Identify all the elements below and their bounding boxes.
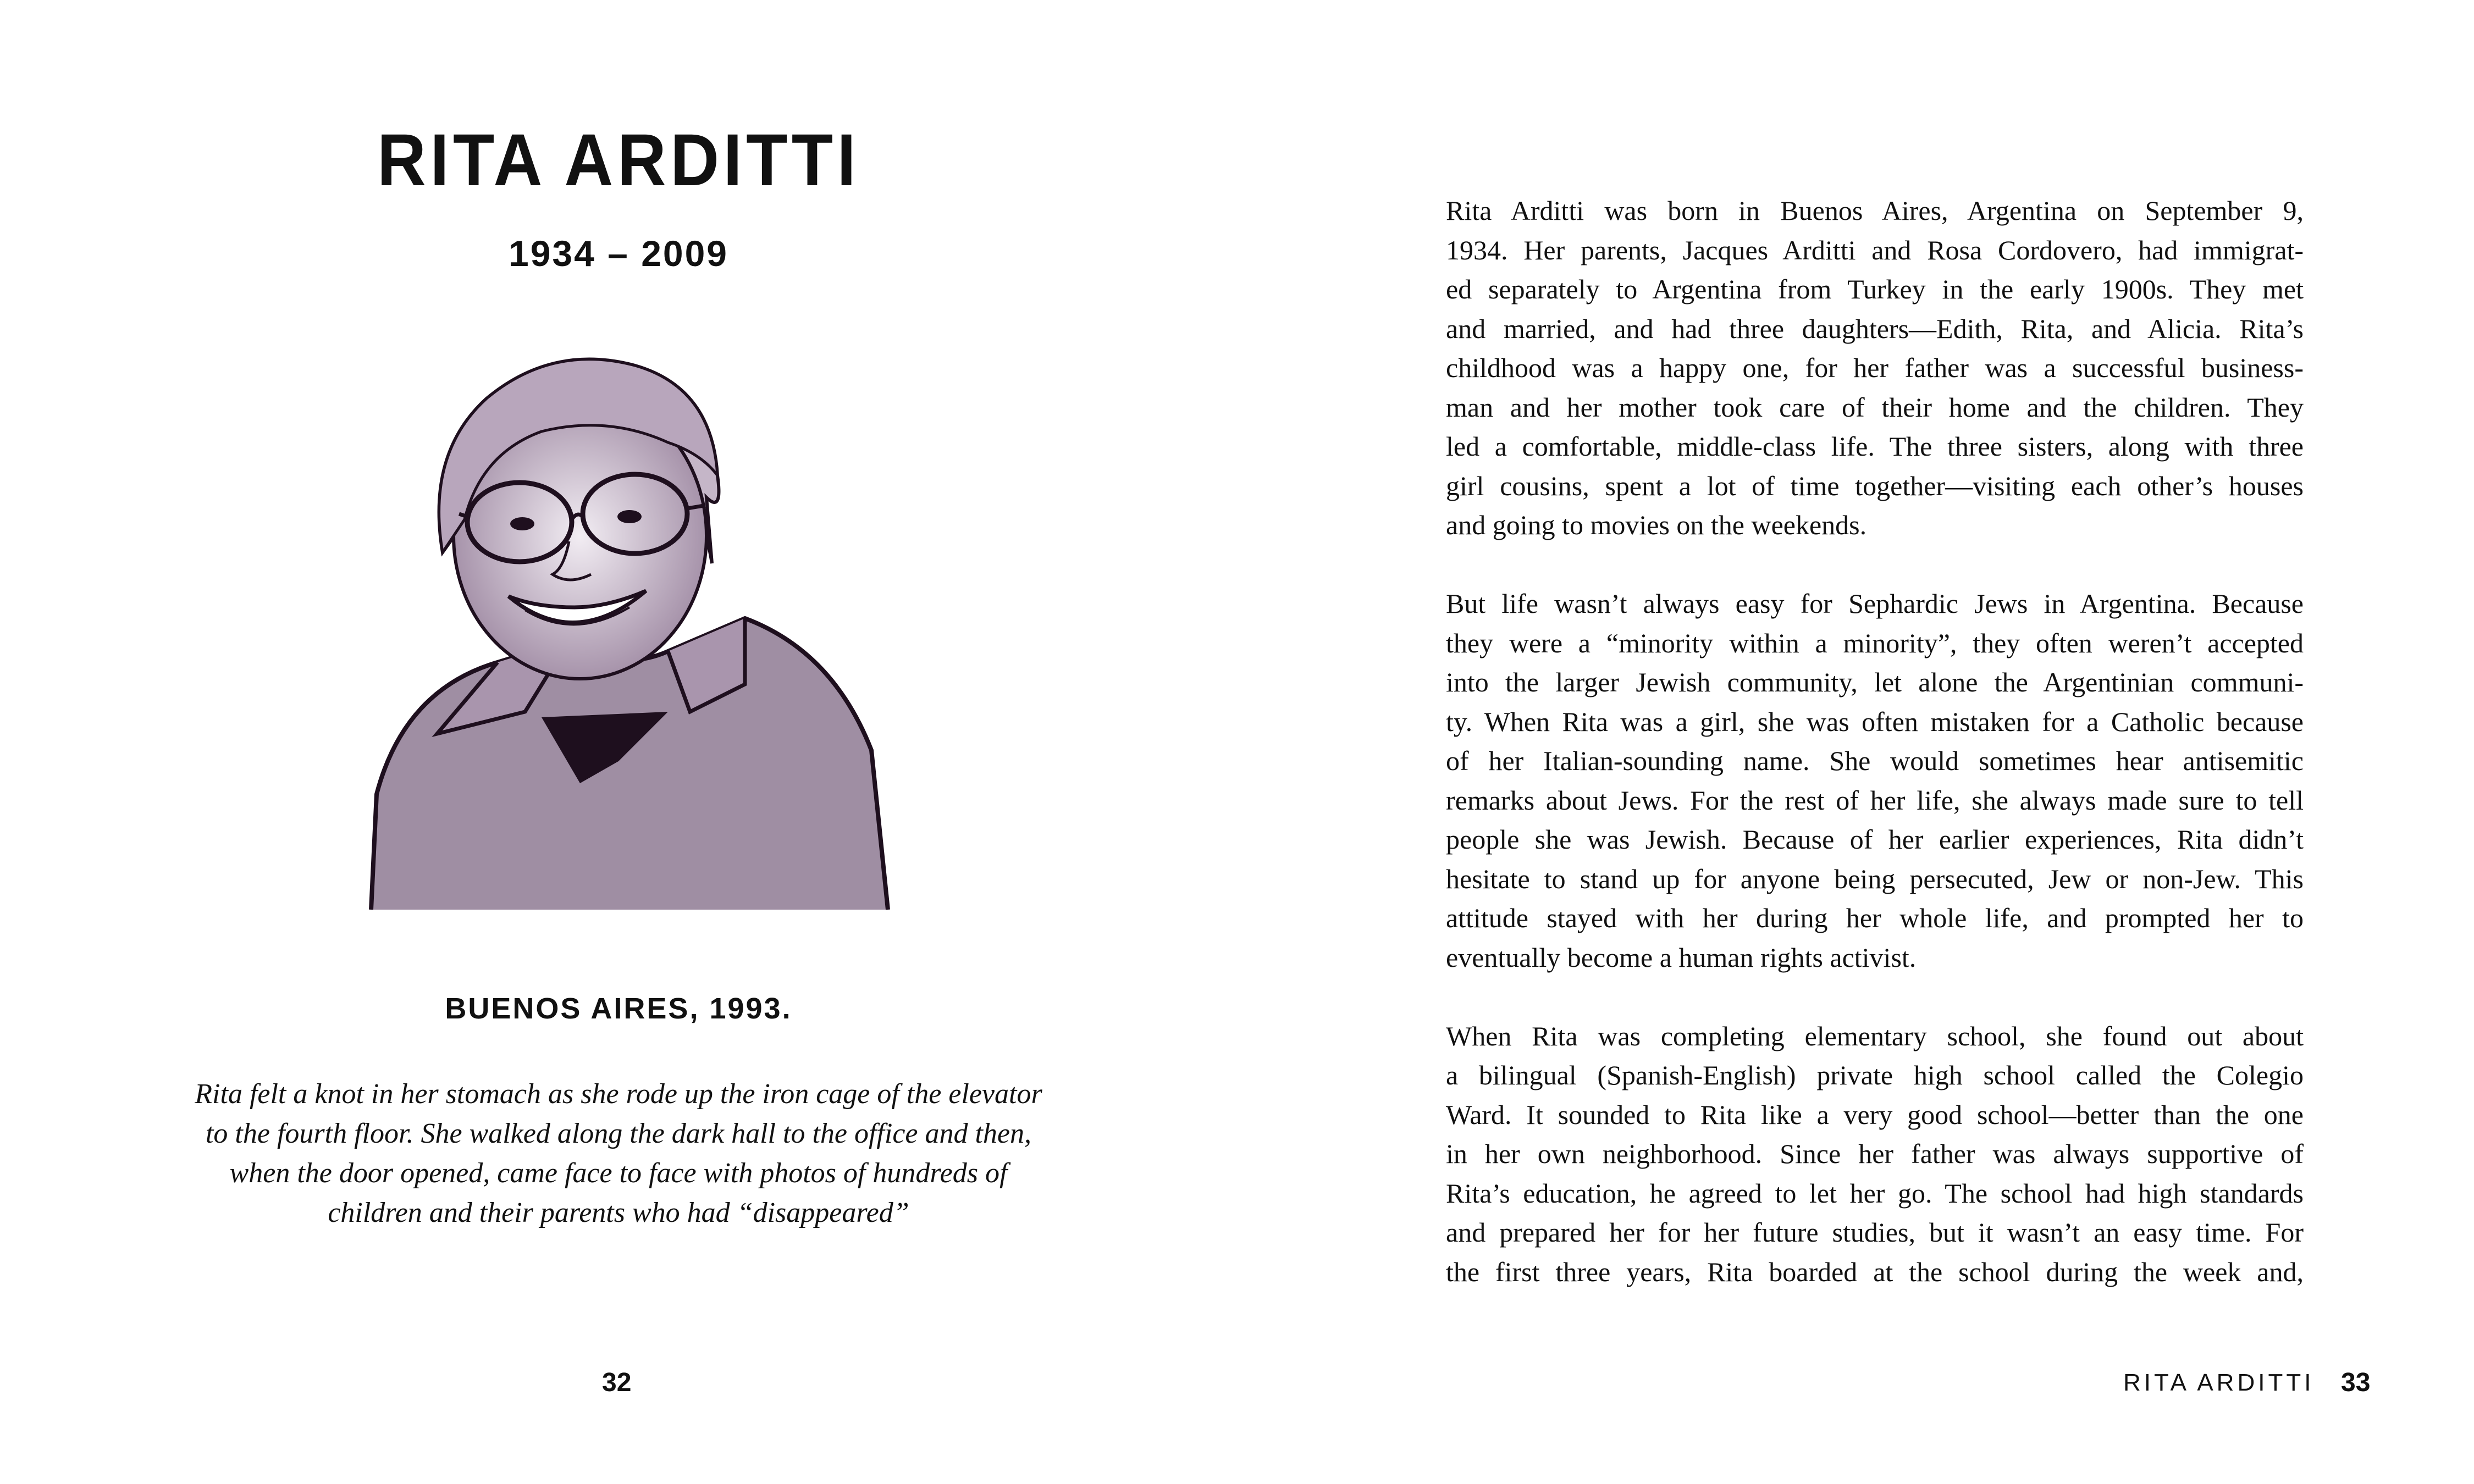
portrait-illustration — [360, 333, 926, 915]
text-line: eventually become a human rights activist. — [1446, 942, 1917, 973]
text-line: ed separately to Argentina from Turkey in the early 1900s. They met — [1446, 274, 2304, 304]
paragraph — [1446, 191, 2304, 545]
text-line: When Rita was completing elementary school, she found out about — [1446, 1020, 2304, 1051]
page-number: 32 — [602, 1368, 632, 1397]
text-line: Rita Arditti was born in Buenos Aires, Argentina on September 9, — [1446, 195, 2304, 226]
text-line: remarks about Jews. For the rest of her life, she always made sure to tell — [1446, 784, 2304, 816]
paragraph — [1446, 1017, 2304, 1292]
intro-line: Rita felt a knot in her stomach as she rode up the iron cage of the elevator — [195, 1078, 1042, 1110]
text-line: 1934. Her parents, Jacques Arditti and Rosa Cordovero, had immigrat- — [1446, 234, 2304, 265]
text-line: man and her mother took care of their home and the children. They — [1446, 391, 2304, 423]
location-heading: BUENOS AIRES, 1993. — [445, 992, 792, 1025]
text-line: But life wasn’t always easy for Sephardic Jews in Argentina. Because — [1446, 588, 2304, 619]
text-line: ty. When Rita was a girl, she was often mistaken for a Catholic because — [1446, 706, 2304, 737]
text-line: girl cousins, spent a lot of time together—visiting each other’s houses — [1446, 470, 2304, 501]
right-page — [1237, 0, 2474, 1484]
page-number: 33 — [2341, 1368, 2371, 1397]
intro-paragraph — [187, 1075, 1050, 1233]
text-line: of her Italian-sounding name. She would sometimes hear antisemitic — [1446, 745, 2304, 776]
intro-line: children and their parents who had “disappeared” — [328, 1197, 909, 1228]
text-line: attitude stayed with her during her whole life, and prompted her to — [1446, 902, 2304, 933]
text-line: Ward. It sounded to Rita like a very good school—better than the one — [1446, 1099, 2304, 1130]
text-line: in her own neighborhood. Since her father was always supportive of — [1446, 1138, 2304, 1169]
paragraph — [1446, 584, 2304, 977]
body-text — [1446, 191, 2304, 1331]
text-line: childhood was a happy one, for her father was a successful business- — [1446, 352, 2304, 383]
text-line: Rita’s education, he agreed to let her go. The school had high standards — [1446, 1177, 2304, 1209]
text-line: and prepared her for her future studies, but it wasn’t an easy time. For — [1446, 1217, 2304, 1248]
text-line: into the larger Jewish community, let alone the Argentinian communi- — [1446, 667, 2304, 697]
text-line: they were a “minority within a minority”, they often weren’t accepted — [1446, 627, 2304, 658]
page-title: RITA ARDITTI — [377, 119, 860, 201]
text-line: and going to movies on the weekends. — [1446, 510, 1867, 540]
intro-line: when the door opened, came face to face with photos of hundreds of — [229, 1158, 1008, 1189]
life-dates: 1934 – 2009 — [508, 233, 729, 274]
running-head: RITA ARDITTI — [2123, 1369, 2315, 1396]
text-line: and married, and had three daughters—Edith, Rita, and Alicia. Rita’s — [1446, 313, 2304, 344]
text-line: hesitate to stand up for anyone being persecuted, Jew or non-Jew. This — [1446, 863, 2304, 894]
text-line: led a comfortable, middle-class life. The three sisters, along with three — [1446, 431, 2304, 462]
intro-line: to the fourth floor. She walked along the dark hall to the office and then, — [205, 1118, 1032, 1149]
text-line: people she was Jewish. Because of her earlier experiences, Rita didn’t — [1446, 824, 2304, 855]
text-line: the first three years, Rita boarded at the school during the week and, — [1446, 1256, 2304, 1287]
text-line: a bilingual (Spanish-English) private high school called the Colegio — [1446, 1060, 2304, 1090]
